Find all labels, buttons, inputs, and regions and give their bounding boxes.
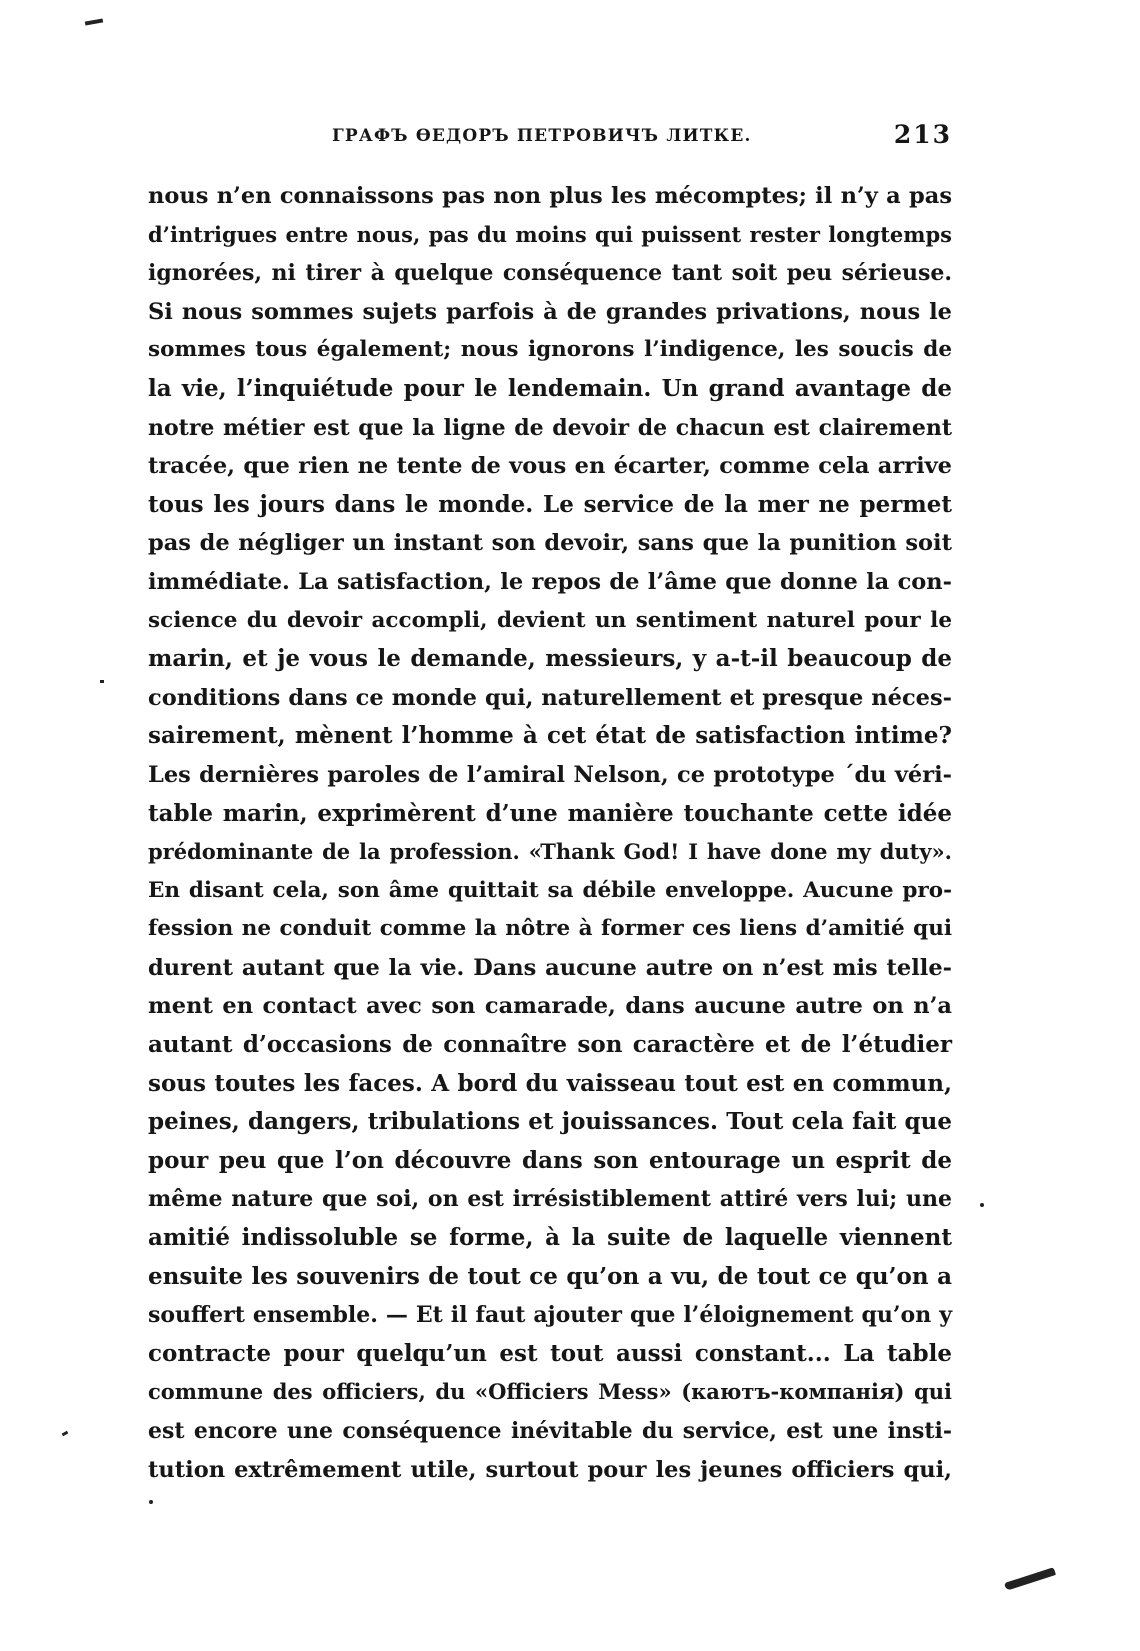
text-line: souffert ensemble. — Et il faut ajouter que l’éloignement qu’on y [148, 1302, 952, 1329]
text-line: table marin, exprimèrent d’une manière touchante cette idée [148, 799, 952, 827]
text-line: nous n’en connaissons pas non plus les mécomptes; il n’y a pas [148, 183, 952, 209]
text-line: tous les jours dans le monde. Le service de la mer ne permet [148, 490, 952, 518]
text-line: fession ne conduit comme la nôtre à former ces liens d’amitié qui [148, 916, 952, 942]
text-line: contracte pour quelqu’un est tout aussi constant... La table [148, 1339, 952, 1367]
text-line: commune des officiers, du «Officiers Mess» (каютъ-компанія) qui [148, 1379, 952, 1405]
text-line: marin, et je vous le demande, messieurs, y a-t-il beaucoup de [148, 645, 952, 673]
text-line: sairement, mènent l’homme à cet état de satisfaction intime? [148, 722, 952, 750]
text-line: conditions dans ce monde qui, naturellement et presque néces- [148, 684, 952, 711]
text-line: peines, dangers, tribulations et jouissances. Tout cela fait que [148, 1108, 952, 1136]
text-line: ment en contact avec son camarade, dans aucune autre on n’a [148, 993, 952, 1020]
scan-speck [1004, 1567, 1056, 1591]
text-line: d’intrigues entre nous, pas du moins qui puissent rester longtemps [148, 221, 952, 247]
text-line: sous toutes les faces. A bord du vaisseau tout est en commun, [148, 1069, 952, 1097]
scan-speck [85, 18, 103, 25]
body-text [148, 177, 952, 1489]
scan-speck [62, 1431, 69, 1437]
text-line: Les dernières paroles de l’amiral Nelson, ce prototype ´du véri- [148, 761, 952, 788]
scan-speck [980, 1203, 984, 1207]
text-line: pour peu que l’on découvre dans son entourage un esprit de [148, 1146, 952, 1174]
text-line: sommes tous également; nous ignorons l’indigence, les soucis de [148, 337, 952, 363]
text-line: ignorées, ni tirer à quelque conséquence tant soit peu sérieuse. [148, 260, 952, 287]
page-header [148, 120, 952, 154]
text-line: pas de négliger un instant son devoir, sans que la punition soit [148, 530, 952, 557]
scan-speck [100, 680, 104, 683]
text-line: Si nous sommes sujets parfois à de grandes privations, nous le [148, 298, 952, 325]
page-number: 213 [893, 120, 952, 149]
text-line: la vie, l’inquiétude pour le lendemain. Un grand avantage de [148, 374, 952, 402]
text-line: immédiate. La satisfaction, le repos de l’âme que donne la con- [148, 568, 952, 595]
text-line: même nature que soi, on est irrésistiblement attiré vers lui; une [148, 1186, 952, 1213]
text-line: science du devoir accompli, devient un sentiment naturel pour le [148, 607, 952, 633]
text-line: durent autant que la vie. Dans aucune autre on n’est mis telle- [148, 954, 952, 981]
text-line: notre métier est que la ligne de devoir de chacun est clairement [148, 414, 952, 441]
running-title: ГРАФЪ ѲЕДОРЪ ПЕТРОВИЧЪ ЛИТКЕ. [332, 126, 752, 146]
text-line: En disant cela, son âme quittait sa débile enveloppe. Aucune pro- [148, 877, 952, 903]
text-line: tracée, que rien ne tente de vous en écarter, comme cela arrive [148, 453, 952, 480]
text-line: ensuite les souvenirs de tout ce qu’on a vu, de tout ce qu’on a [148, 1262, 952, 1290]
text-line: amitié indissoluble se forme, à la suite de laquelle viennent [148, 1224, 952, 1252]
text-line: prédominante de la profession. «Thank God! I have done my duty». [148, 839, 952, 865]
text-line: autant d’occasions de connaître son caractère et de l’étudier [148, 1031, 952, 1059]
text-line: est encore une conséquence inévitable du service, est une insti- [148, 1418, 952, 1444]
scan-speck [149, 1500, 153, 1504]
text-line: tution extrêmement utile, surtout pour les jeunes officiers qui, [148, 1456, 952, 1483]
